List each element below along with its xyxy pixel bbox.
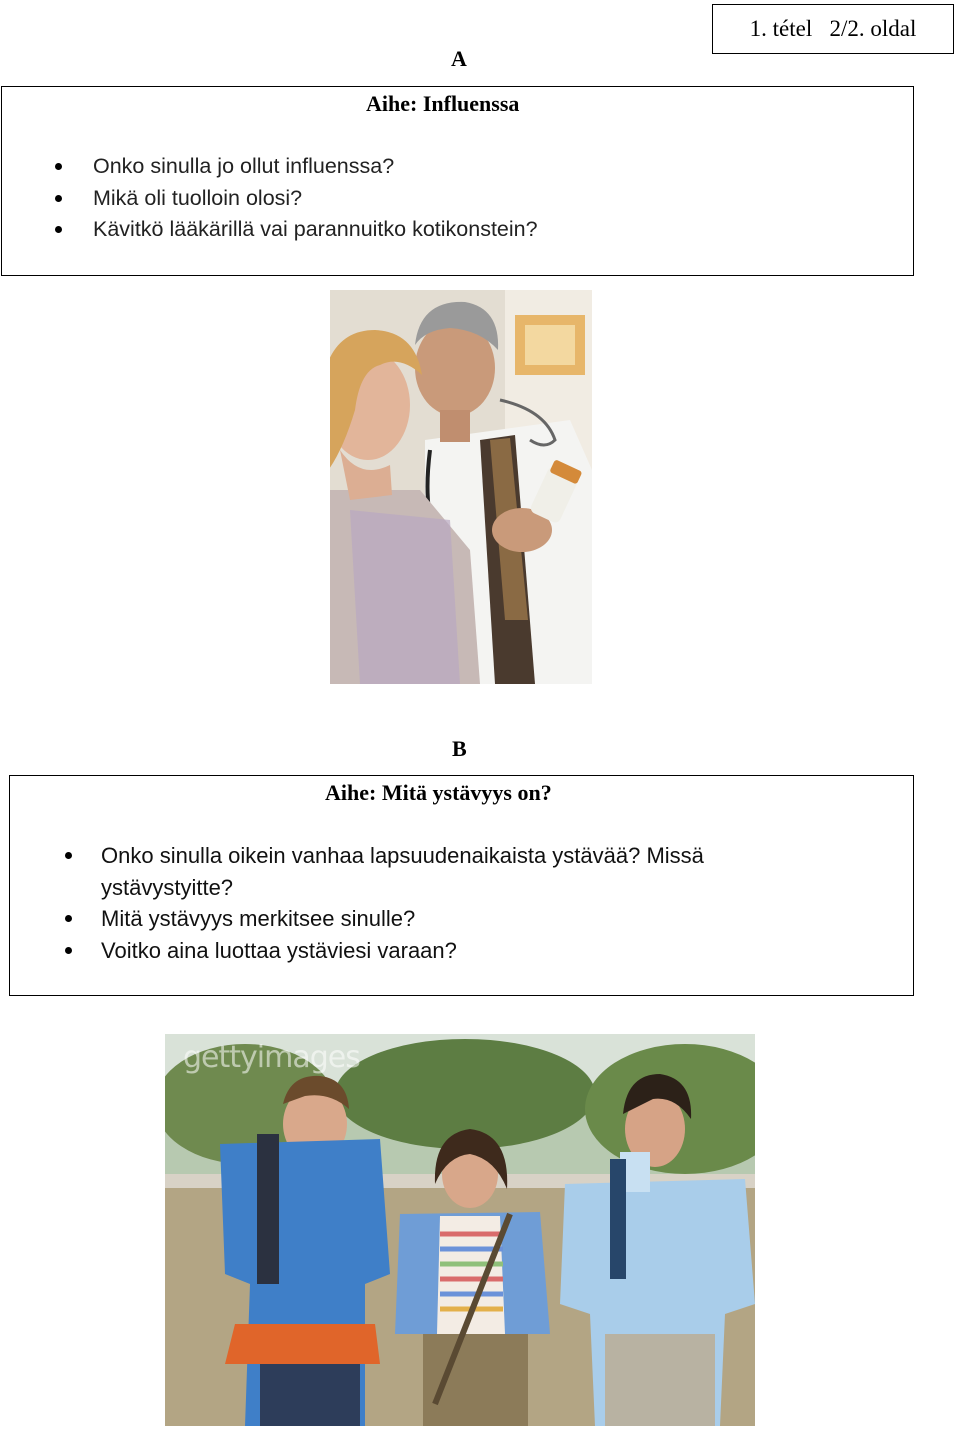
bullet-icon [55,195,62,202]
topic-a-questions [93,151,893,246]
list-item [93,214,893,246]
page-number: 1. tétel 2/2. oldal [712,4,954,54]
topic-b-questions [101,840,801,966]
bullet-icon [65,947,72,954]
friends-illustration [165,1034,755,1426]
question-text: Mitä ystävyys merkitsee sinulle? [101,906,416,931]
list-item [93,183,893,215]
question-text: Onko sinulla oikein vanhaa lapsuudenaikaista ystävää? Missä ystävystyitte? [101,843,704,900]
question-text: Kävitkö lääkärillä vai parannuitko kotikonstein? [93,217,538,241]
doctor-patient-illustration [330,290,592,684]
question-text: Voitko aina luottaa ystäviesi varaan? [101,937,457,963]
section-a-letter: A [451,46,467,71]
bullet-icon [55,163,62,170]
bullet-icon [55,226,62,233]
bullet-icon [65,852,72,859]
doctor-patient-photo [330,290,592,684]
section-b-letter: B [452,736,467,761]
list-item [93,151,893,183]
topic-box-a [1,86,914,276]
question-text: Mikä oli tuolloin olosi? [93,185,303,210]
list-item [101,903,801,935]
list-item [101,840,801,903]
bullet-icon [65,915,72,922]
question-text: Onko sinulla jo ollut influenssa? [93,154,395,178]
topic-box-b [9,775,914,996]
getty-watermark: gettyimages [183,1040,360,1075]
topic-b-title: Aihe: Mitä ystävyys on? [325,780,552,805]
list-item [101,935,801,967]
friends-photo [165,1034,755,1426]
topic-a-title: Aihe: Influenssa [366,91,520,116]
